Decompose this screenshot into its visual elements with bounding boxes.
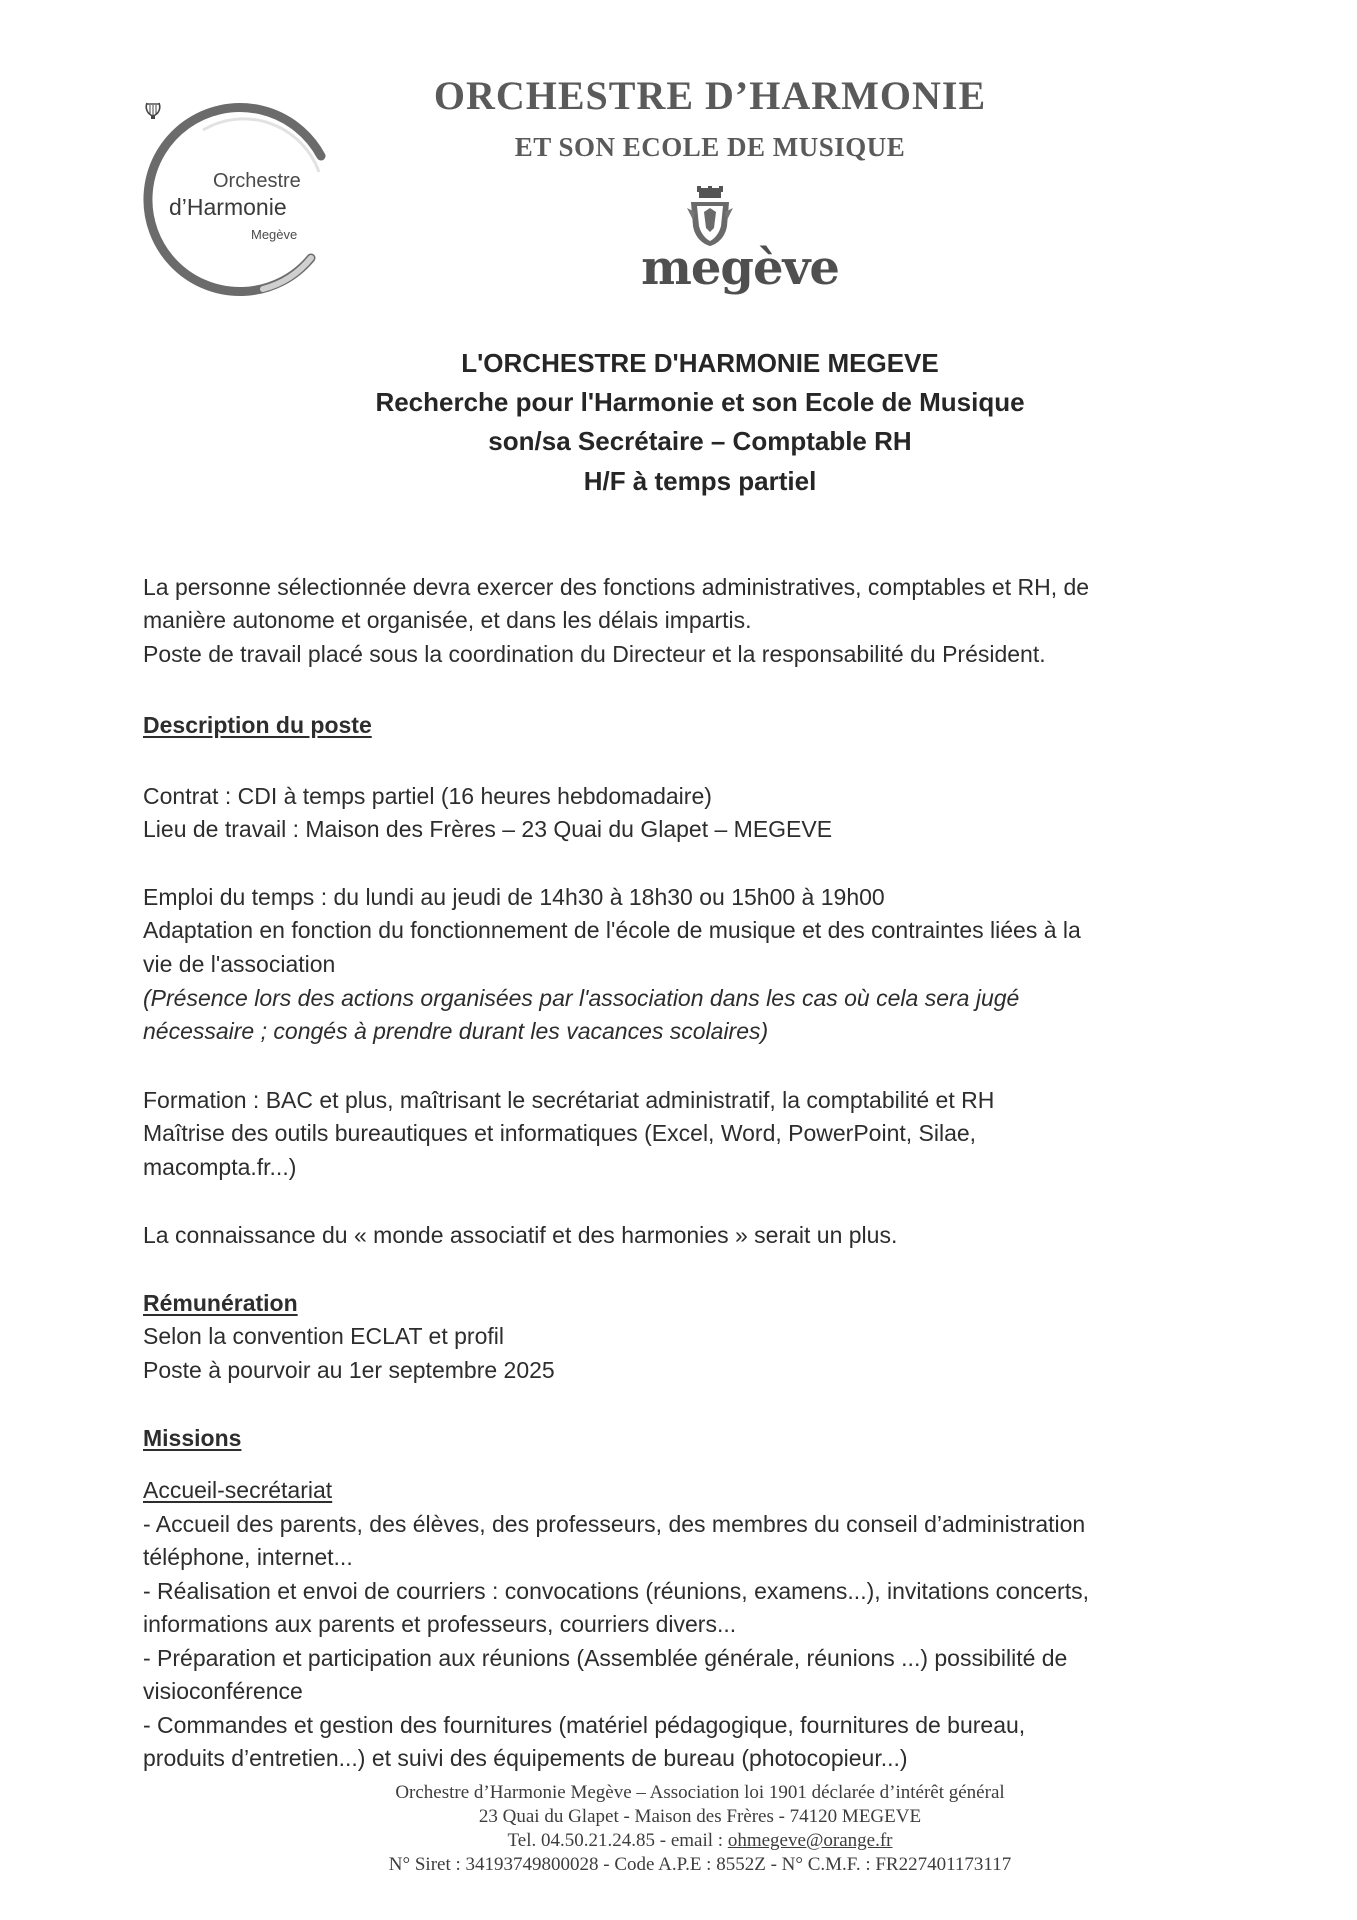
town-crest-icon: [687, 186, 733, 248]
footer-line-4: N° Siret : 34193749800028 - Code A.P.E : 8552Z - N° C.M.F. : FR227401173117: [388, 1854, 1012, 1875]
megeve-wordmark: megève: [641, 240, 839, 296]
intro-line-2: manière autonome et organisée, et dans les délais impartis.: [143, 607, 752, 633]
mission-item-3b: visioconférence: [143, 1678, 303, 1704]
maitrise-line-1: Maîtrise des outils bureautiques et informatiques (Excel, Word, PowerPoint, Silae,: [143, 1120, 977, 1146]
description-heading: Description du poste: [143, 712, 372, 738]
mission-item-2a: - Réalisation et envoi de courriers : convocations (réunions, examens...), invitations concerts,: [143, 1578, 1089, 1604]
remuneration-line-2: Poste à pourvoir au 1er septembre 2025: [143, 1357, 555, 1383]
connaissance-line: La connaissance du « monde associatif et des harmonies » serait un plus.: [143, 1222, 898, 1248]
footer-line-1: Orchestre d’Harmonie Megève – Association loi 1901 déclarée d’intérêt général: [395, 1782, 1005, 1803]
job-headline-4: H/F à temps partiel: [583, 466, 817, 496]
mission-item-1b: téléphone, internet...: [143, 1544, 353, 1570]
missions-heading: Missions: [143, 1425, 242, 1451]
emploi-line: Emploi du temps : du lundi au jeudi de 14h30 à 18h30 ou 15h00 à 19h00: [143, 884, 885, 910]
adaptation-line-2: vie de l'association: [143, 951, 336, 977]
header-title: ORCHESTRE D’HARMONIE: [433, 73, 987, 118]
job-headline-3: son/sa Secrétaire – Comptable RH: [488, 426, 912, 456]
maitrise-line-2: macompta.fr...): [143, 1154, 297, 1180]
logo-line-1: Orchestre: [213, 170, 301, 192]
footer-email-link[interactable]: ohmegeve@orange.fr: [727, 1830, 893, 1851]
lyre-icon: [143, 100, 163, 120]
accueil-subheading: Accueil-secrétariat: [143, 1477, 333, 1503]
mission-item-3a: - Préparation et participation aux réunions (Assemblée générale, réunions ...) possibilité de: [143, 1645, 1068, 1671]
header-subtitle: ET SON ECOLE DE MUSIQUE: [514, 132, 906, 162]
lieu-line: Lieu de travail : Maison des Frères – 23 Quai du Glapet – MEGEVE: [143, 816, 833, 842]
presence-line-1: (Présence lors des actions organisées par l'association dans les cas où cela sera jugé: [143, 985, 1020, 1011]
formation-line: Formation : BAC et plus, maîtrisant le secrétariat administratif, la comptabilité et RH: [143, 1087, 995, 1113]
orchestra-logo: [143, 100, 343, 300]
mission-item-4b: produits d’entretien...) et suivi des équipements de bureau (photocopieur...): [143, 1745, 908, 1771]
job-headline-2: Recherche pour l'Harmonie et son Ecole de Musique: [375, 387, 1025, 417]
logo-line-2: d’Harmonie: [169, 194, 287, 220]
mission-item-1a: - Accueil des parents, des élèves, des professeurs, des membres du conseil d’administration: [143, 1511, 1086, 1537]
presence-line-2: nécessaire ; congés à prendre durant les vacances scolaires): [143, 1018, 769, 1044]
footer-line-2: 23 Quai du Glapet - Maison des Frères - 74120 MEGEVE: [478, 1806, 922, 1827]
footer-tel: Tel. 04.50.21.24.85 - email :: [507, 1830, 728, 1851]
footer-contact-line: [200, 1830, 1200, 1852]
intro-line-1: La personne sélectionnée devra exercer des fonctions administratives, comptables et RH, de: [143, 574, 1090, 600]
intro-line-3: Poste de travail placé sous la coordination du Directeur et la responsabilité du Président.: [143, 641, 1046, 667]
logo-line-3: Megève: [251, 227, 298, 242]
mission-item-4a: - Commandes et gestion des fournitures (matériel pédagogique, fournitures de bureau,: [143, 1712, 1026, 1738]
adaptation-line-1: Adaptation en fonction du fonctionnement de l'école de musique et des contraintes liées à la: [143, 917, 1081, 943]
contrat-line: Contrat : CDI à temps partiel (16 heures hebdomadaire): [143, 783, 712, 809]
job-headline-1: L'ORCHESTRE D'HARMONIE MEGEVE: [461, 348, 939, 378]
remuneration-line-1: Selon la convention ECLAT et profil: [143, 1323, 504, 1349]
mission-item-2b: informations aux parents et professeurs, courriers divers...: [143, 1611, 737, 1637]
remuneration-heading: Rémunération: [143, 1290, 298, 1316]
